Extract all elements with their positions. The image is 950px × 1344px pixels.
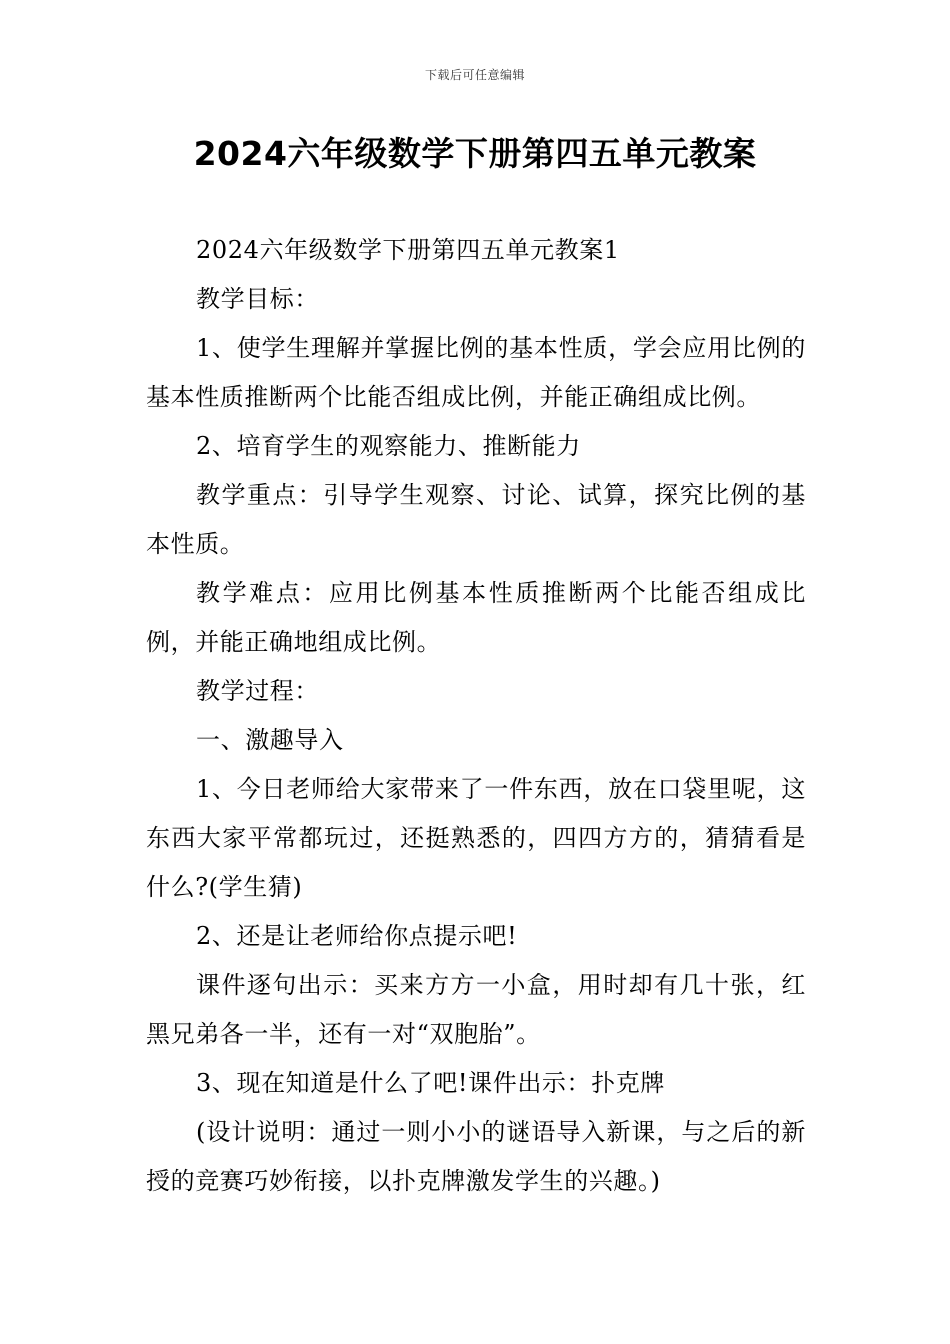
document-body [146, 226, 806, 1206]
paragraph-process-heading: 教学过程： [196, 677, 319, 705]
paragraph-section-1-heading: 一、激趣导入 [196, 726, 344, 754]
paragraph-objective-1: 1、使学生理解并掌握比例的基本性质，学会应用比例的基本性质推断两个比能否组成比例，并能正确组成比例。 [146, 334, 806, 411]
paragraph-objectives-heading: 教学目标： [196, 285, 319, 313]
paragraph-design-note: (设计说明：通过一则小小的谜语导入新课，与之后的新授的竞赛巧妙衔接，以扑克牌激发学生的兴趣。) [146, 1118, 806, 1195]
paragraph-step-3: 3、现在知道是什么了吧!课件出示：扑克牌 [196, 1069, 665, 1097]
paragraph-objective-2: 2、培育学生的观察能力、推断能力 [196, 432, 581, 460]
paragraph-difficulty: 教学难点：应用比例基本性质推断两个比能否组成比例，并能正确地组成比例。 [146, 579, 806, 656]
paragraph-step-1: 1、今日老师给大家带来了一件东西，放在口袋里呢，这东西大家平常都玩过，还挺熟悉的，四四方方的，猜猜看是什么?(学生猜) [146, 775, 806, 901]
paragraph-subtitle: 2024六年级数学下册第四五单元教案1 [196, 236, 620, 264]
paragraph-step-2: 2、还是让老师给你点提示吧! [196, 922, 518, 950]
paragraph-key-point: 教学重点：引导学生观察、讨论、试算，探究比例的基本性质。 [146, 481, 806, 558]
document-title: 2024六年级数学下册第四五单元教案 [193, 134, 757, 173]
header-note: 下载后可任意编辑 [424, 68, 525, 82]
paragraph-riddle: 课件逐句出示：买来方方一小盒，用时却有几十张，红黑兄弟各一半，还有一对“双胞胎”。 [146, 971, 806, 1048]
